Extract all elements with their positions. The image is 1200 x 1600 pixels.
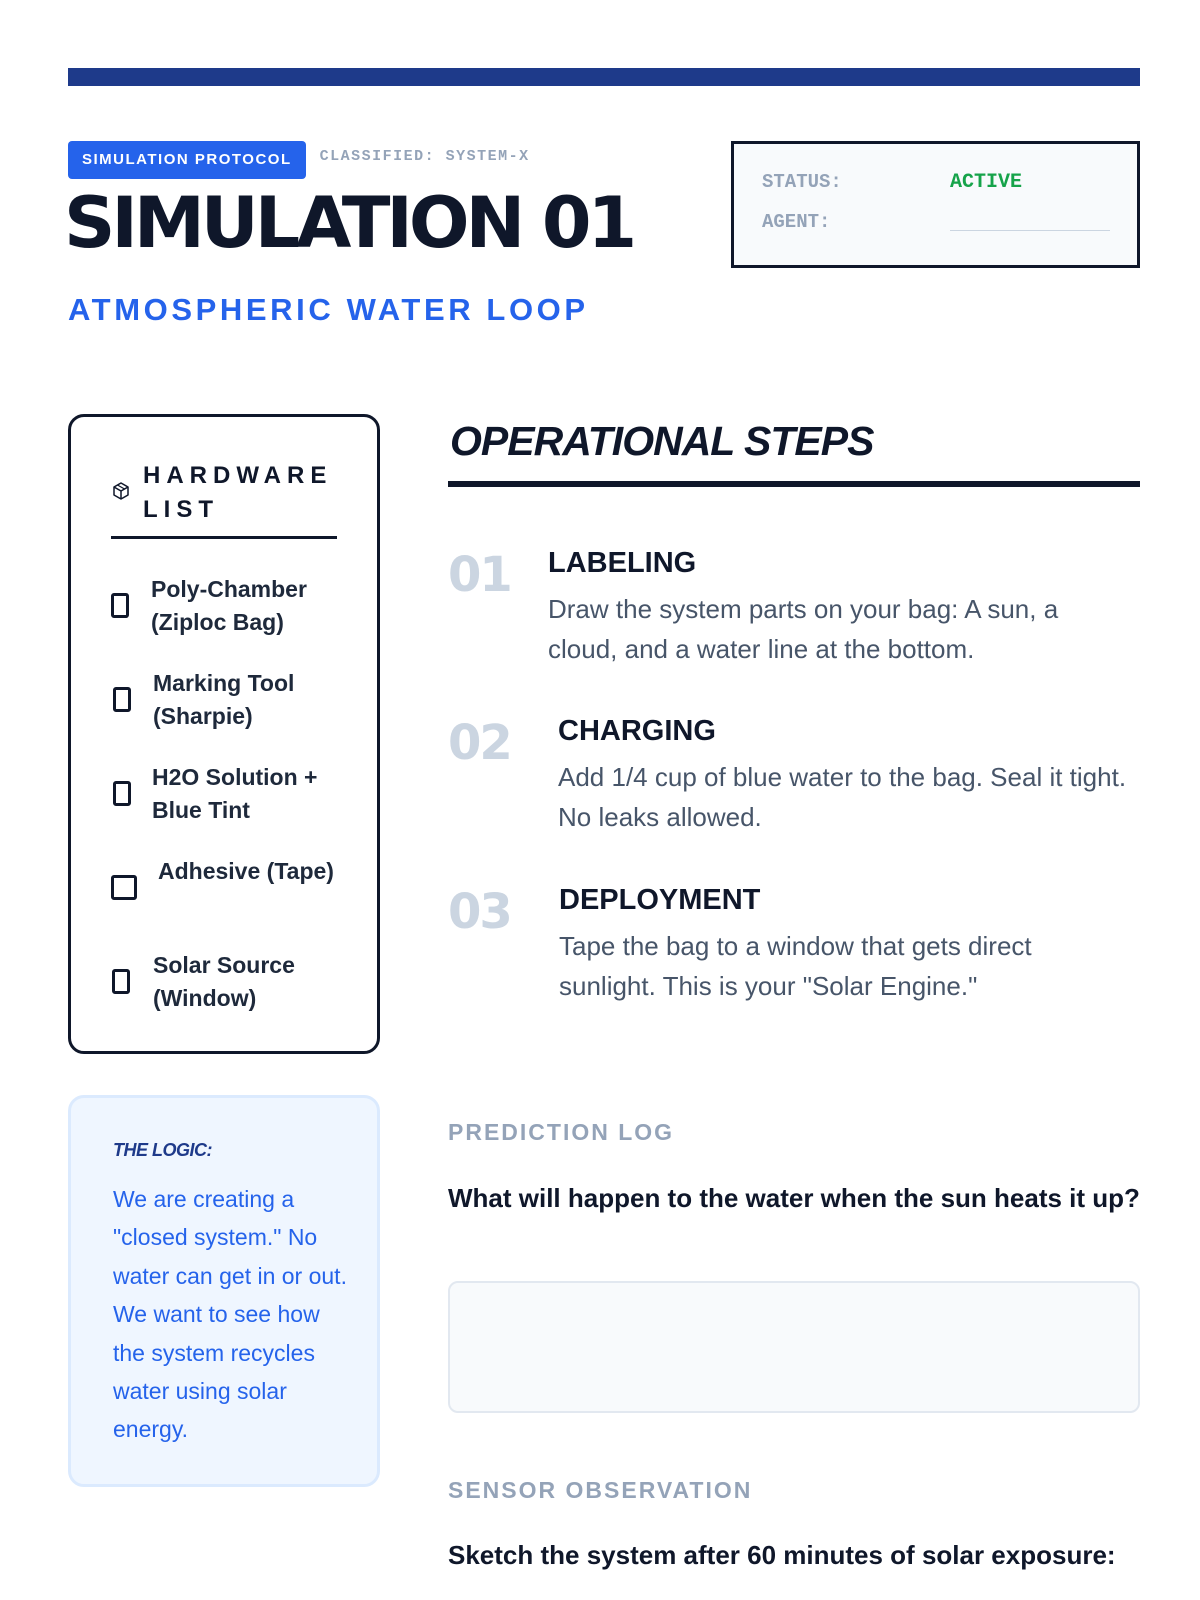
step-item bbox=[448, 884, 1140, 1004]
classified-label: CLASSIFIED: SYSTEM-X bbox=[319, 147, 530, 165]
logic-title: THE LOGIC: bbox=[113, 1140, 212, 1160]
step-item bbox=[448, 715, 1140, 835]
step-number: 01 bbox=[448, 547, 511, 603]
logic-card bbox=[68, 1095, 380, 1487]
protocol-tag: SIMULATION PROTOCOL bbox=[68, 141, 306, 179]
hardware-item[interactable] bbox=[111, 949, 351, 1019]
hardware-item-label: H2O Solution + Blue Tint bbox=[152, 764, 318, 823]
step-description: Tape the bag to a window that gets direct sunlight. This is your "Solar Engine." bbox=[559, 931, 1032, 1001]
hardware-checkbox[interactable] bbox=[113, 781, 131, 806]
hardware-checkbox[interactable] bbox=[111, 875, 137, 900]
hardware-item-label: Solar Source (Window) bbox=[153, 952, 295, 1011]
logic-text: We are creating a "closed system." No water can get in or out. We want to see how the system recycles water using solar energy. bbox=[113, 1186, 347, 1443]
page-subtitle: ATMOSPHERIC WATER LOOP bbox=[68, 292, 589, 327]
hardware-list-card bbox=[68, 414, 380, 1054]
step-description: Add 1/4 cup of blue water to the bag. Seal it tight. No leaks allowed. bbox=[558, 762, 1127, 832]
header-tag-row bbox=[68, 141, 530, 179]
section-divider bbox=[448, 481, 1140, 487]
top-accent-bar bbox=[68, 68, 1140, 86]
hardware-list-header bbox=[111, 459, 337, 539]
prediction-log-label: PREDICTION LOG bbox=[448, 1119, 675, 1145]
step-item bbox=[448, 547, 1140, 667]
step-number: 03 bbox=[448, 884, 511, 940]
status-label: STATUS: bbox=[762, 171, 842, 193]
hardware-item[interactable] bbox=[111, 761, 351, 831]
hardware-item[interactable] bbox=[111, 573, 351, 643]
step-description: Draw the system parts on your bag: A sun, a cloud, and a water line at the bottom. bbox=[548, 594, 1059, 664]
hardware-item-label: Marking Tool (Sharpie) bbox=[153, 670, 295, 729]
step-number: 02 bbox=[448, 715, 511, 771]
hardware-item[interactable] bbox=[111, 855, 351, 925]
hardware-list-title: HARDWARE LIST bbox=[143, 462, 333, 523]
operational-steps-title: OPERATIONAL STEPS bbox=[450, 418, 874, 464]
step-heading: LABELING bbox=[548, 547, 697, 579]
sensor-observation-label: SENSOR OBSERVATION bbox=[448, 1477, 753, 1503]
hardware-item-label: Poly-Chamber (Ziploc Bag) bbox=[151, 576, 307, 635]
prediction-question: What will happen to the water when the sun heats it up? bbox=[448, 1183, 1140, 1213]
hardware-item-label: Adhesive (Tape) bbox=[158, 858, 334, 884]
prediction-answer-field[interactable] bbox=[448, 1281, 1140, 1413]
cube-icon bbox=[111, 481, 131, 501]
agent-field[interactable] bbox=[950, 230, 1110, 231]
status-box bbox=[731, 141, 1140, 268]
observation-prompt: Sketch the system after 60 minutes of solar exposure: bbox=[448, 1540, 1116, 1570]
agent-label: AGENT: bbox=[762, 211, 831, 233]
page-title: SIMULATION 01 bbox=[64, 182, 634, 264]
hardware-checkbox[interactable] bbox=[113, 687, 131, 712]
hardware-item[interactable] bbox=[111, 667, 351, 737]
step-heading: CHARGING bbox=[558, 715, 716, 747]
hardware-checkbox[interactable] bbox=[112, 969, 130, 994]
status-value: ACTIVE bbox=[950, 171, 1023, 194]
hardware-checkbox[interactable] bbox=[111, 593, 129, 618]
step-heading: DEPLOYMENT bbox=[559, 884, 761, 916]
